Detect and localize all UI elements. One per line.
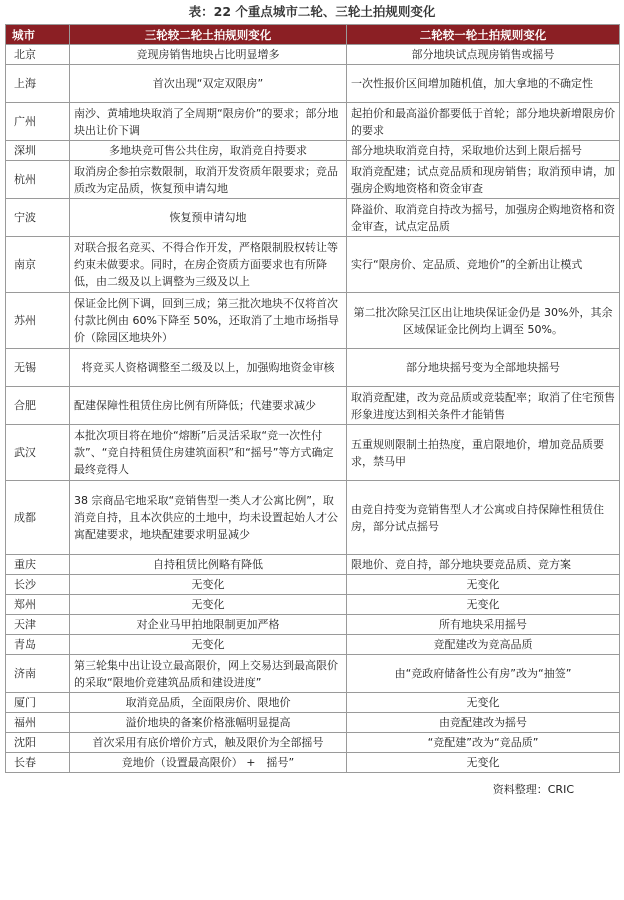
round2-change-cell: 无变化 [347, 595, 620, 615]
header-city: 城市 [6, 25, 70, 45]
round3-change-cell: 本批次项目将在地价“熔断”后灵活采取“竞一次性付款”、“竞自持租赁住房建筑面积”和“摇号”等方式确定最终竞得人 [70, 425, 347, 481]
round3-change-cell: 首次采用有底价增价方式，触及限价为全部摇号 [70, 733, 347, 753]
round2-change-cell: 部分地块取消竞自持，采取地价达到上限后摇号 [347, 141, 620, 161]
round2-change-cell: 降溢价、取消竞自持改为摇号，加强房企购地资格和资金审查，试点定品质 [347, 199, 620, 237]
city-cell: 深圳 [6, 141, 70, 161]
city-cell: 宁波 [6, 199, 70, 237]
round2-change-cell: 实行“限房价、定品质、竞地价”的全新出让模式 [347, 237, 620, 293]
table-row [6, 481, 620, 555]
city-cell: 成都 [6, 481, 70, 555]
city-cell: 福州 [6, 713, 70, 733]
round2-change-cell: 起拍价和最高溢价都要低于首轮；部分地块新增限房价的要求 [347, 103, 620, 141]
table-row [6, 65, 620, 103]
round2-change-cell: 取消竞配建，改为竞品质或竞装配率；取消了住宅预售形象进度达到相关条件才能销售 [347, 387, 620, 425]
table-row [6, 595, 620, 615]
round3-change-cell: 多地块竞可售公共住房，取消竞自持要求 [70, 141, 347, 161]
table-row [6, 349, 620, 387]
city-cell: 郑州 [6, 595, 70, 615]
table-title: 表：22 个重点城市二轮、三轮土拍规则变化 [188, 4, 436, 19]
table-row [6, 635, 620, 655]
round3-change-cell: 将竞买人资格调整至二级及以上，加强购地资金审核 [70, 349, 347, 387]
city-cell: 济南 [6, 655, 70, 693]
table-row [6, 387, 620, 425]
round3-change-cell: 恢复预申请勾地 [70, 199, 347, 237]
round2-change-cell: 竞配建改为竞高品质 [347, 635, 620, 655]
city-cell: 重庆 [6, 555, 70, 575]
round2-change-cell: 一次性报价区间增加随机值，加大拿地的不确定性 [347, 65, 620, 103]
table-body [6, 45, 620, 773]
table-row [6, 141, 620, 161]
table-row [6, 575, 620, 595]
round3-change-cell: 取消竞品质，全面限房价、限地价 [70, 693, 347, 713]
header-round3-vs-round2: 三轮较二轮土拍规则变化 [70, 25, 347, 45]
header-row [6, 25, 620, 45]
round2-change-cell: 由竞配建改为摇号 [347, 713, 620, 733]
city-cell: 长春 [6, 753, 70, 773]
round2-change-cell: 无变化 [347, 693, 620, 713]
city-cell: 南京 [6, 237, 70, 293]
round3-change-cell: 南沙、黄埔地块取消了全周期“限房价”的要求；部分地块出让价下调 [70, 103, 347, 141]
city-cell: 青岛 [6, 635, 70, 655]
round3-change-cell: 竞现房销售地块占比明显增多 [70, 45, 347, 65]
city-cell: 厦门 [6, 693, 70, 713]
round2-change-cell: 无变化 [347, 753, 620, 773]
round3-change-cell: 对联合报名竞买、不得合作开发，严格限制股权转让等约束未做要求。同时，在房企资质方面要求也有所降低，由二级及以上调整为三级及以上 [70, 237, 347, 293]
round3-change-cell: 配建保障性租赁住房比例有所降低；代建要求减少 [70, 387, 347, 425]
round2-change-cell: 所有地块采用摇号 [347, 615, 620, 635]
city-cell: 合肥 [6, 387, 70, 425]
round2-change-cell: 五重规则限制土拍热度，重启限地价，增加竞品质要求，禁马甲 [347, 425, 620, 481]
round3-change-cell: 无变化 [70, 635, 347, 655]
round2-change-cell: 部分地块摇号变为全部地块摇号 [347, 349, 620, 387]
city-cell: 无锡 [6, 349, 70, 387]
table-row [6, 693, 620, 713]
round3-change-cell: 溢价地块的备案价格涨幅明显提高 [70, 713, 347, 733]
city-cell: 上海 [6, 65, 70, 103]
city-cell: 杭州 [6, 161, 70, 199]
table-row [6, 199, 620, 237]
city-cell: 苏州 [6, 293, 70, 349]
round3-change-cell: 自持租赁比例略有降低 [70, 555, 347, 575]
table-row [6, 753, 620, 773]
round3-change-cell: 保证金比例下调，回到三成；第三批次地块不仅将首次付款比例由 60%下降至 50%，还取消了土地市场指导价（除园区地块外） [70, 293, 347, 349]
round3-change-cell: 竞地价（设置最高限价） + 摇号” [70, 753, 347, 773]
round2-change-cell: 由“竞政府储备性公有房”改为“抽签” [347, 655, 620, 693]
round2-change-cell: 无变化 [347, 575, 620, 595]
round2-change-cell: 由竞自持变为竞销售型人才公寓或自持保障性租赁住房，部分试点摇号 [347, 481, 620, 555]
header-round2-vs-round1: 二轮较一轮土拍规则变化 [347, 25, 620, 45]
table-row [6, 45, 620, 65]
round3-change-cell: 第三轮集中出让设立最高限价，网上交易达到最高限价的采取“限地价竞建筑品质和建设进度” [70, 655, 347, 693]
source-note: 资料整理：CRIC [492, 783, 574, 796]
table-row [6, 425, 620, 481]
table-row [6, 103, 620, 141]
round2-change-cell: 部分地块试点现房销售或摇号 [347, 45, 620, 65]
table-row [6, 615, 620, 635]
round3-change-cell: 无变化 [70, 595, 347, 615]
round2-change-cell: 限地价、竞自持，部分地块要竞品质、竞方案 [347, 555, 620, 575]
round2-change-cell: 取消竞配建；试点竞品质和现房销售；取消预申请，加强房企购地资格和资金审查 [347, 161, 620, 199]
table-row [6, 161, 620, 199]
policy-table [5, 24, 620, 773]
table-row [6, 713, 620, 733]
round3-change-cell: 取消房企参拍宗数限制，取消开发资质年限要求；竞品质改为定品质，恢复预申请勾地 [70, 161, 347, 199]
city-cell: 沈阳 [6, 733, 70, 753]
round3-change-cell: 无变化 [70, 575, 347, 595]
city-cell: 天津 [6, 615, 70, 635]
table-row [6, 237, 620, 293]
table-row [6, 293, 620, 349]
city-cell: 长沙 [6, 575, 70, 595]
table-row [6, 655, 620, 693]
round2-change-cell: 第二批次除吴江区出让地块保证金仍是 30%外，其余区域保证金比例均上调至 50%。 [347, 293, 620, 349]
round3-change-cell: 首次出现“双定双限房” [70, 65, 347, 103]
round3-change-cell: 对企业马甲拍地限制更加严格 [70, 615, 347, 635]
round3-change-cell: 38 宗商品宅地采取“竞销售型一类人才公寓比例”，取消竞自持，且本次供应的土地中，均未设置起始人才公寓配建要求，地块配建要求明显减少 [70, 481, 347, 555]
table-row [6, 555, 620, 575]
city-cell: 北京 [6, 45, 70, 65]
city-cell: 武汉 [6, 425, 70, 481]
round2-change-cell: “竞配建”改为“竞品质” [347, 733, 620, 753]
table-row [6, 733, 620, 753]
city-cell: 广州 [6, 103, 70, 141]
